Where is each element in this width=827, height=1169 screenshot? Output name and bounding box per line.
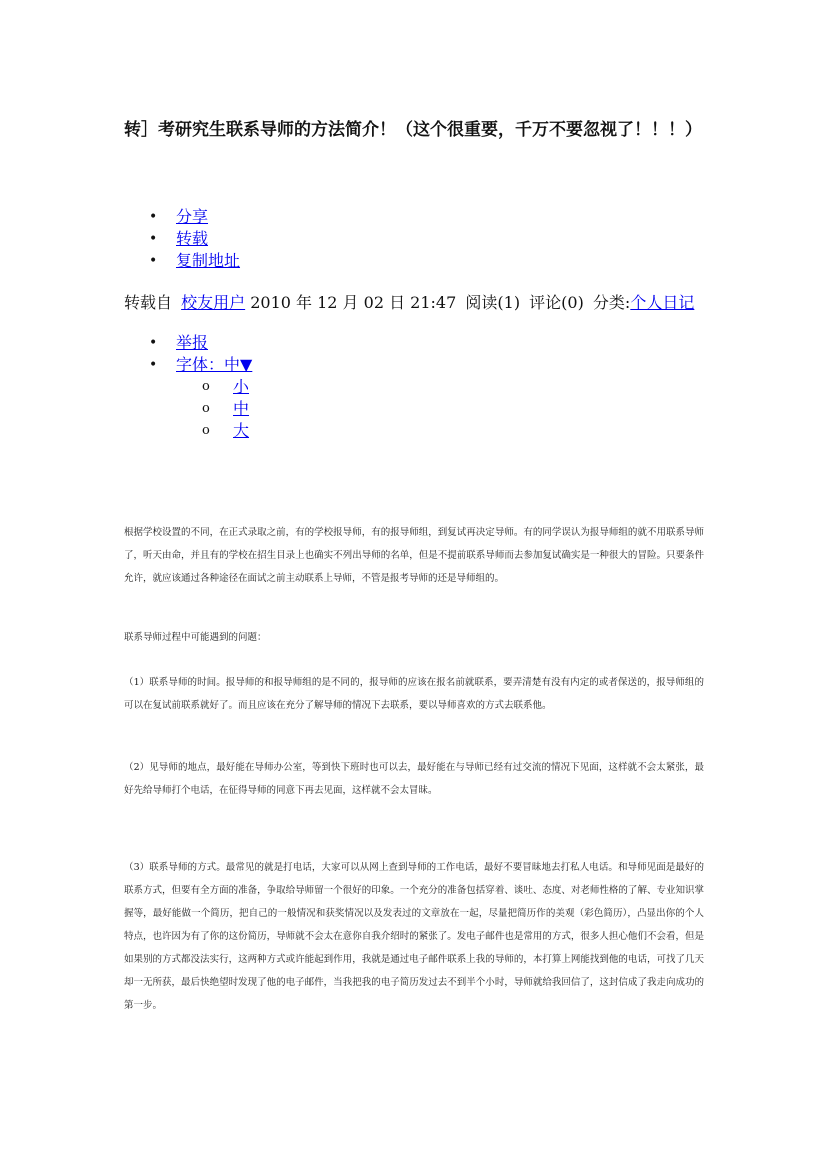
- post-datetime: 2010 年 12 月 02 日 21:47: [250, 293, 457, 312]
- tools-list: [124, 332, 252, 442]
- font-size-medium-link[interactable]: 中: [233, 399, 250, 418]
- action-list: [124, 206, 240, 272]
- paragraph-point-1: （1）联系导师的时间。报导师的和报导师组的是不同的，报导师的应该在报名前就联系，要弄清楚有没有内定的或者保送的，报导师组的可以在复试前联系就好了。而且应该在充分了解导师的情况下去联系，要以导师喜欢的方式去联系他。: [124, 677, 704, 711]
- list-item: [233, 420, 252, 442]
- font-size-small-link[interactable]: 小: [233, 377, 250, 396]
- list-item: [176, 354, 252, 442]
- list-item: [176, 206, 240, 228]
- page-title: 转］考研究生联系导师的方法简介！（这个很重要，千万不要忽视了！！！）: [124, 120, 702, 140]
- category-link[interactable]: 个人日记: [630, 293, 695, 312]
- repost-link[interactable]: 转载: [176, 229, 209, 248]
- list-item: [176, 250, 240, 272]
- paragraph-intro: 根据学校设置的不同，在正式录取之前，有的学校报导师，有的报导师组，到复试再决定导师。有的同学误认为报导师组的就不用联系导师了，听天由命，并且有的学校在招生目录上也确实不列出导师的名单，但是不提前联系导师而去参加复试确实是一种很大的冒险。只要条件允许，就应该通过各种途径在面试之前主动联系上导师，不管是报考导师的还是导师组的。: [124, 527, 704, 584]
- comment-count: 评论(0): [529, 293, 584, 312]
- list-item: [233, 398, 252, 420]
- list-item: [233, 376, 252, 398]
- paragraph-problems-heading: 联系导师过程中可能遇到的问题：: [124, 632, 267, 643]
- read-count: 阅读(1): [465, 293, 521, 312]
- paragraph-point-2: （2）见导师的地点，最好能在导师办公室，等到快下班时也可以去，最好能在与导师已经有过交流的情况下见面，这样就不会太紧张，最好先给导师打个电话，在征得导师的同意下再去见面，这样就不会太冒昧。: [124, 762, 704, 796]
- copy-address-link[interactable]: 复制地址: [176, 251, 241, 270]
- post-meta: [124, 292, 694, 314]
- list-item: [176, 228, 240, 250]
- font-size-menu[interactable]: 字体：中▼: [176, 355, 253, 374]
- list-item: [176, 332, 252, 354]
- repost-prefix: 转载自: [124, 293, 173, 312]
- report-link[interactable]: 举报: [176, 333, 209, 352]
- share-link[interactable]: 分享: [176, 207, 209, 226]
- font-size-options: [176, 376, 252, 442]
- category-label: 分类:: [592, 293, 631, 312]
- font-size-large-link[interactable]: 大: [233, 421, 250, 440]
- author-link[interactable]: 校友用户: [181, 293, 246, 312]
- paragraph-point-3: （3）联系导师的方式。最常见的就是打电话，大家可以从网上查到导师的工作电话，最好不要冒昧地去打私人电话。和导师见面是最好的联系方式，但要有全方面的准备，争取给导师留一个很好的印象。一个充分的准备包括穿着、谈吐、态度、对老师性格的了解、专业知识掌握等，最好能做一个简历，把自己的一般情况和获奖情况以及发表过的文章放在一起，尽量把简历作的美观（彩色简历），凸显出你的个人特点，也许因为有了你的这份简历，导师就不会太在意你自我介绍时的紧张了。发电子邮件也是常用的方式，很多人担心他们不会看，但是如果别的方式都没法实行，这两种方式或许能起到作用，我就是通过电子邮件联系上我的导师的，本打算上网能找到他的电话，可找了几天却一无所获，最后快绝望时发现了他的电子邮件，当我把我的电子简历发过去不到半个小时，导师就给我回信了，这封信成了我走向成功的第一步。: [124, 862, 704, 1011]
